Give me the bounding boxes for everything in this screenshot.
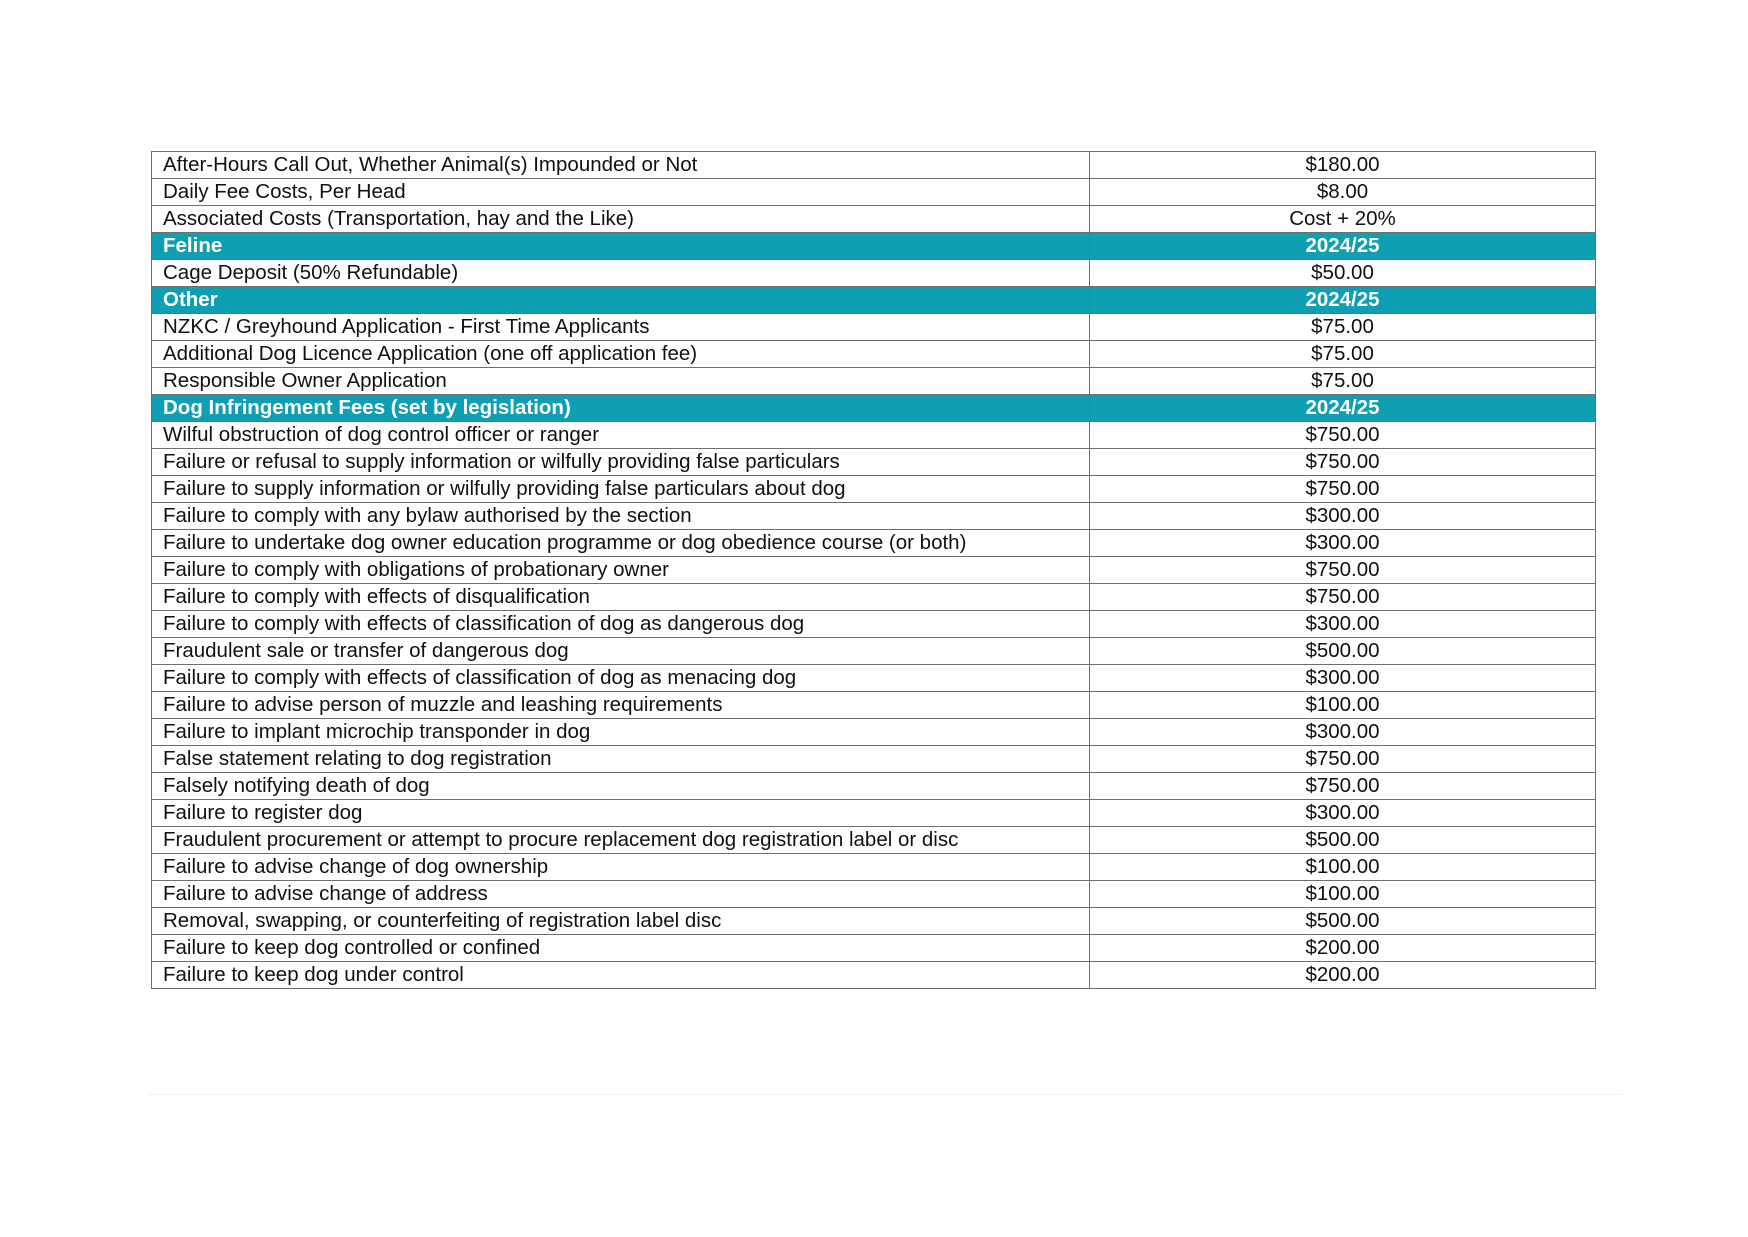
section-year: 2024/25 bbox=[1090, 287, 1596, 314]
table-row bbox=[152, 260, 1596, 287]
table-row bbox=[152, 368, 1596, 395]
section-title: Feline bbox=[152, 233, 1090, 260]
fee-description: Fraudulent sale or transfer of dangerous dog bbox=[152, 638, 1090, 665]
fee-amount: $100.00 bbox=[1090, 881, 1596, 908]
section-header-row bbox=[152, 287, 1596, 314]
table-row bbox=[152, 179, 1596, 206]
section-title: Other bbox=[152, 287, 1090, 314]
table-row bbox=[152, 341, 1596, 368]
table-row bbox=[152, 719, 1596, 746]
fee-amount: $300.00 bbox=[1090, 503, 1596, 530]
fee-amount: $750.00 bbox=[1090, 476, 1596, 503]
table-row bbox=[152, 638, 1596, 665]
table-row bbox=[152, 611, 1596, 638]
fees-table bbox=[151, 151, 1596, 989]
fee-description: Failure to register dog bbox=[152, 800, 1090, 827]
section-header-row bbox=[152, 395, 1596, 422]
section-year: 2024/25 bbox=[1090, 395, 1596, 422]
table-row bbox=[152, 746, 1596, 773]
section-year: 2024/25 bbox=[1090, 233, 1596, 260]
fee-amount: $75.00 bbox=[1090, 314, 1596, 341]
fee-amount: $750.00 bbox=[1090, 449, 1596, 476]
fee-description: Cage Deposit (50% Refundable) bbox=[152, 260, 1090, 287]
fee-amount: $300.00 bbox=[1090, 800, 1596, 827]
fee-description: Failure to comply with obligations of probationary owner bbox=[152, 557, 1090, 584]
fee-description: Failure to keep dog under control bbox=[152, 962, 1090, 989]
fee-description: Failure to comply with effects of classification of dog as menacing dog bbox=[152, 665, 1090, 692]
fee-description: Removal, swapping, or counterfeiting of registration label disc bbox=[152, 908, 1090, 935]
fee-amount: $750.00 bbox=[1090, 746, 1596, 773]
fee-description: Failure to advise change of address bbox=[152, 881, 1090, 908]
fee-description: Failure to advise change of dog ownership bbox=[152, 854, 1090, 881]
table-row bbox=[152, 449, 1596, 476]
table-row bbox=[152, 854, 1596, 881]
table-row bbox=[152, 827, 1596, 854]
fee-amount: $750.00 bbox=[1090, 584, 1596, 611]
fee-description: Responsible Owner Application bbox=[152, 368, 1090, 395]
fee-amount: $200.00 bbox=[1090, 935, 1596, 962]
table-row bbox=[152, 962, 1596, 989]
fee-amount: $200.00 bbox=[1090, 962, 1596, 989]
fee-amount: Cost + 20% bbox=[1090, 206, 1596, 233]
table-row bbox=[152, 773, 1596, 800]
table-row bbox=[152, 800, 1596, 827]
fee-description: Wilful obstruction of dog control officer or ranger bbox=[152, 422, 1090, 449]
fee-description: Failure to comply with any bylaw authorised by the section bbox=[152, 503, 1090, 530]
fee-amount: $500.00 bbox=[1090, 638, 1596, 665]
fee-amount: $500.00 bbox=[1090, 908, 1596, 935]
fee-description: Failure to undertake dog owner education programme or dog obedience course (or both) bbox=[152, 530, 1090, 557]
fee-amount: $300.00 bbox=[1090, 719, 1596, 746]
table-row bbox=[152, 314, 1596, 341]
table-row bbox=[152, 908, 1596, 935]
fee-amount: $300.00 bbox=[1090, 665, 1596, 692]
fee-description: Failure or refusal to supply information or wilfully providing false particulars bbox=[152, 449, 1090, 476]
table-row bbox=[152, 935, 1596, 962]
fee-description: Failure to implant microchip transponder in dog bbox=[152, 719, 1090, 746]
table-row bbox=[152, 881, 1596, 908]
fee-description: Failure to comply with effects of disqualification bbox=[152, 584, 1090, 611]
table-row bbox=[152, 530, 1596, 557]
fee-description: Failure to advise person of muzzle and leashing requirements bbox=[152, 692, 1090, 719]
fee-description: Daily Fee Costs, Per Head bbox=[152, 179, 1090, 206]
table-row bbox=[152, 422, 1596, 449]
fee-amount: $8.00 bbox=[1090, 179, 1596, 206]
table-row bbox=[152, 503, 1596, 530]
fee-amount: $750.00 bbox=[1090, 773, 1596, 800]
fee-description: Failure to keep dog controlled or confined bbox=[152, 935, 1090, 962]
fee-amount: $50.00 bbox=[1090, 260, 1596, 287]
table-row bbox=[152, 476, 1596, 503]
footer-divider bbox=[148, 1094, 1622, 1095]
fee-description: Fraudulent procurement or attempt to procure replacement dog registration label or disc bbox=[152, 827, 1090, 854]
table-row bbox=[152, 152, 1596, 179]
fee-amount: $180.00 bbox=[1090, 152, 1596, 179]
fee-amount: $300.00 bbox=[1090, 611, 1596, 638]
fee-amount: $100.00 bbox=[1090, 692, 1596, 719]
fee-description: Failure to supply information or wilfully providing false particulars about dog bbox=[152, 476, 1090, 503]
table-row bbox=[152, 584, 1596, 611]
fee-description: Additional Dog Licence Application (one off application fee) bbox=[152, 341, 1090, 368]
fee-description: False statement relating to dog registration bbox=[152, 746, 1090, 773]
fee-amount: $100.00 bbox=[1090, 854, 1596, 881]
fee-description: Associated Costs (Transportation, hay and the Like) bbox=[152, 206, 1090, 233]
fee-amount: $300.00 bbox=[1090, 530, 1596, 557]
table-row bbox=[152, 692, 1596, 719]
section-title: Dog Infringement Fees (set by legislation) bbox=[152, 395, 1090, 422]
fees-table-body bbox=[152, 152, 1596, 989]
fee-amount: $750.00 bbox=[1090, 557, 1596, 584]
fee-amount: $500.00 bbox=[1090, 827, 1596, 854]
fee-amount: $75.00 bbox=[1090, 341, 1596, 368]
fee-amount: $750.00 bbox=[1090, 422, 1596, 449]
section-header-row bbox=[152, 233, 1596, 260]
fee-description: NZKC / Greyhound Application - First Time Applicants bbox=[152, 314, 1090, 341]
fee-description: After-Hours Call Out, Whether Animal(s) Impounded or Not bbox=[152, 152, 1090, 179]
table-row bbox=[152, 665, 1596, 692]
fee-description: Falsely notifying death of dog bbox=[152, 773, 1090, 800]
fee-description: Failure to comply with effects of classification of dog as dangerous dog bbox=[152, 611, 1090, 638]
fee-amount: $75.00 bbox=[1090, 368, 1596, 395]
table-row bbox=[152, 557, 1596, 584]
table-row bbox=[152, 206, 1596, 233]
